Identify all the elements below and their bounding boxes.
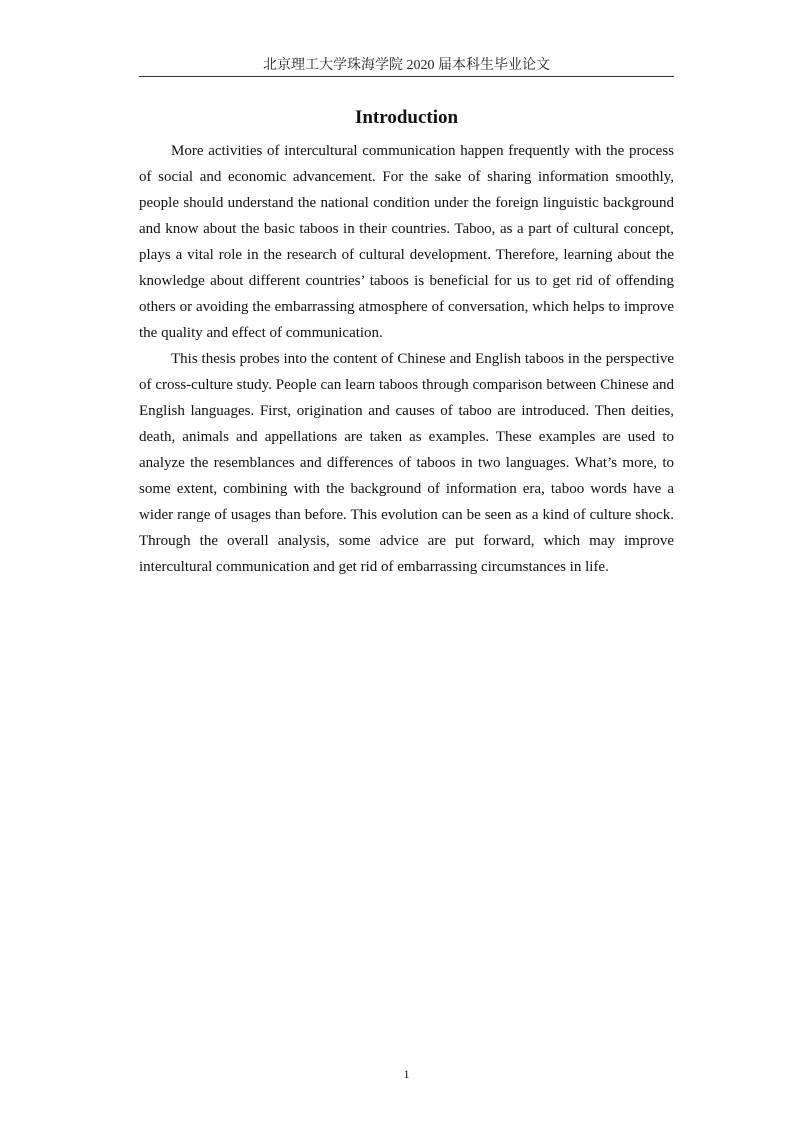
page-number: 1	[403, 1067, 410, 1081]
paragraph-1: More activities of intercultural communication happen frequently with the process of social and economic advancement. For the sake of sharing information smoothly, people should understand the national condition under the foreign linguistic background and know about the basic taboos in their countries. Taboo, as a part of cultural concept, plays a vital role in the research of cultural development. Therefore, learning about the knowledge about different countries’ taboos is beneficial for us to get rid of offending others or avoiding the embarrassing atmosphere of conversation, which helps to improve the quality and effect of communication.	[139, 143, 674, 341]
section-title: Introduction	[354, 107, 459, 128]
paragraph-2: This thesis probes into the content of Chinese and English taboos in the perspective of cross-culture study. People can learn taboos through comparison between Chinese and English languages. First, origination and causes of taboo are introduced. Then deities, death, animals and appellations are taken as examples. These examples are used to analyze the resemblances and differences of taboos in two languages. What’s more, to some extent, combining with the background of information era, taboo words have a wider range of usages than before. This evolution can be seen as a kind of culture shock. Through the overall analysis, some advice are put forward, which may improve intercultural communication and get rid of embarrassing circumstances in life.	[139, 351, 674, 575]
header-rule	[139, 76, 674, 77]
running-header: 北京理工大学珠海学院 2020 届本科生毕业论文	[263, 58, 550, 73]
body-text	[139, 138, 674, 580]
